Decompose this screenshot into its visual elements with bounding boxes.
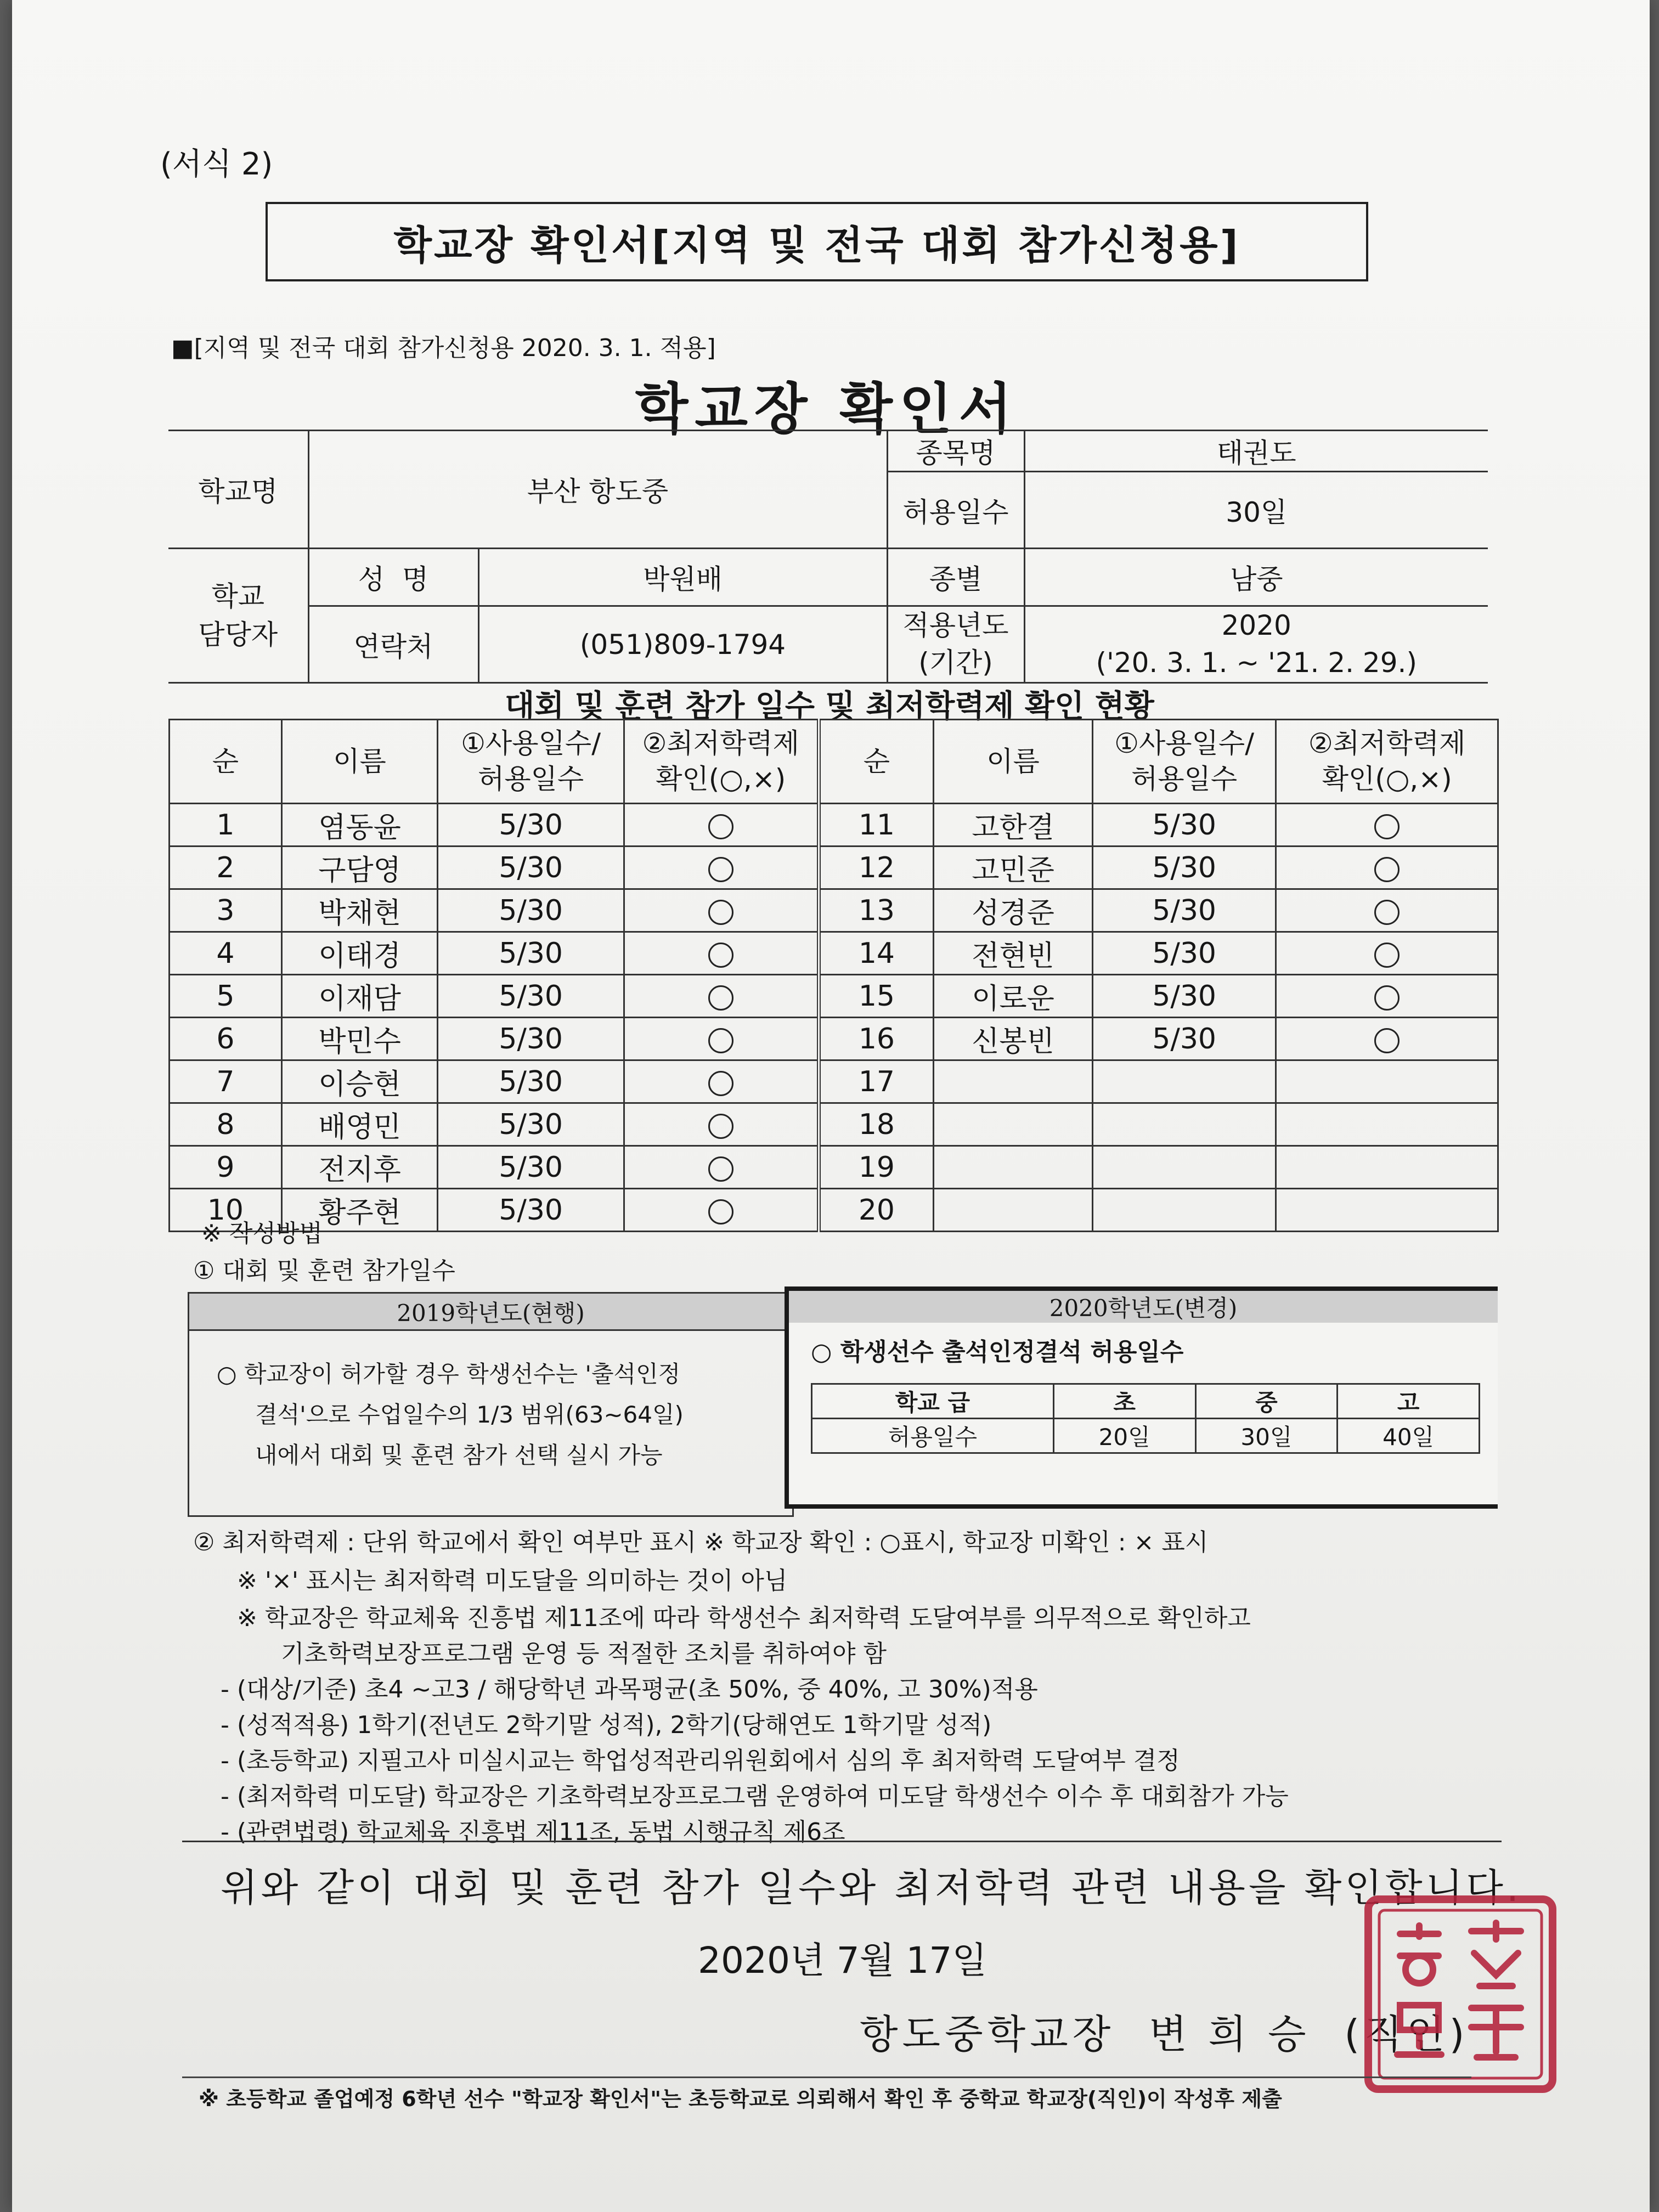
method-label: ※ 작성방법 [201, 1220, 323, 1248]
footer-note: ※ 초등학교 졸업예정 6학년 선수 "학교장 확인서"는 초등학교로 의뢰해서 확인 후 중학교 학교장(직인)이 작성후 제출 [199, 2087, 1282, 2111]
closing-statement: 위와 같이 대회 및 훈련 참가 일수와 최저학력 관련 내용을 확인합니다. [221, 1865, 1522, 1910]
allow-elementary: 20일 [1053, 1419, 1195, 1453]
student-no: 14 [819, 932, 934, 975]
name-label: 성 명 [308, 549, 478, 606]
circle-mark-icon [708, 857, 733, 882]
circle-mark-icon [1374, 900, 1400, 925]
student-name: 염동윤 [281, 804, 438, 847]
allow-middle: 30일 [1195, 1419, 1338, 1453]
year-cell [1024, 606, 1488, 683]
student-min-check [1276, 1060, 1498, 1103]
main-title: 학교장 확인서[지역 및 전국 대회 참가신청용] [266, 202, 1368, 281]
circle-mark-icon [708, 1114, 733, 1139]
table-row [170, 932, 1498, 975]
circle-mark-icon [1374, 943, 1400, 968]
student-no: 2 [170, 847, 282, 889]
student-days: 5/30 [438, 975, 624, 1018]
header-no: 순 [170, 720, 282, 804]
header-used-days: ①사용일수/ 허용일수 [438, 720, 624, 804]
box-2019 [188, 1292, 794, 1517]
student-days: 5/30 [438, 804, 624, 847]
student-min-check [1276, 889, 1498, 932]
allowed-days-table [811, 1383, 1480, 1454]
circle-mark-icon [708, 985, 733, 1011]
note-line: - (초등학교) 지필고사 미실시교는 학업성적관리위원회에서 심의 후 최저학력 도달여부 결정 [221, 1747, 1180, 1775]
circle-mark-icon [708, 1156, 733, 1182]
student-min-check [1276, 1146, 1498, 1189]
contact-value: (051)809-1794 [478, 606, 887, 683]
student-no: 20 [819, 1189, 934, 1232]
status-header-row [170, 720, 1498, 804]
student-name [934, 1189, 1093, 1232]
student-name: 성경준 [934, 889, 1093, 932]
year-label: 적용년도 (기간) [887, 606, 1024, 683]
student-name [934, 1103, 1093, 1146]
student-name: 이태경 [281, 932, 438, 975]
student-name: 전지후 [281, 1146, 438, 1189]
circle-mark-icon [708, 814, 733, 839]
header-name: 이름 [281, 720, 438, 804]
student-no: 7 [170, 1060, 282, 1103]
table-row [170, 1103, 1498, 1146]
circle-mark-icon [1374, 814, 1400, 839]
circle-mark-icon [708, 1071, 733, 1096]
header-min-academic: ②최저학력제 확인(○,×) [624, 720, 819, 804]
info-table [168, 430, 1488, 684]
allow-header-elementary: 초 [1053, 1384, 1195, 1419]
circle-mark-icon [708, 1199, 733, 1224]
student-name: 고민준 [934, 847, 1093, 889]
note-line: - (성적적용) 1학기(전년도 2학기말 성적), 2학기(당해연도 1학기말 성적) [221, 1711, 992, 1739]
student-no: 16 [819, 1018, 934, 1060]
school-label: 학교명 [168, 431, 308, 549]
student-days: 5/30 [438, 1103, 624, 1146]
allowed-days-label: 허용일수 [887, 472, 1024, 549]
closing-divider [182, 1841, 1502, 1842]
student-no: 10 [170, 1189, 282, 1232]
sub-note: ■[지역 및 전국 대회 참가신청용 2020. 3. 1. 적용] [171, 334, 716, 362]
table-row [170, 889, 1498, 932]
status-table [168, 719, 1499, 1232]
allow-header-high: 고 [1338, 1384, 1480, 1419]
year-value: 2020 [1221, 610, 1291, 641]
section1-label: ① 대회 및 훈련 참가일수 [193, 1257, 455, 1285]
student-name: 신봉빈 [934, 1018, 1093, 1060]
student-no: 19 [819, 1146, 934, 1189]
student-no: 18 [819, 1103, 934, 1146]
header-used-days: ①사용일수/ 허용일수 [1092, 720, 1276, 804]
allow-row-label: 허용일수 [812, 1419, 1054, 1453]
box-2020-title: ○ 학생선수 출석인정결석 허용일수 [811, 1338, 1184, 1366]
box-2019-header: 2019학년도(현행) [189, 1294, 792, 1331]
student-name: 이승현 [281, 1060, 438, 1103]
student-min-check [624, 1018, 819, 1060]
allow-header-level: 학교 급 [812, 1384, 1054, 1419]
student-no: 6 [170, 1018, 282, 1060]
student-name: 배영민 [281, 1103, 438, 1146]
manager-label: 학교 담당자 [168, 549, 308, 683]
student-min-check [1276, 804, 1498, 847]
contact-label: 연락처 [308, 606, 478, 683]
note-line: ※ 학교장은 학교체육 진흥법 제11조에 따라 학생선수 최저학력 도달여부를 의무적으로 확인하고 [237, 1604, 1251, 1632]
student-name: 이재담 [281, 975, 438, 1018]
circle-mark-icon [708, 943, 733, 968]
form-label: (서식 2) [160, 146, 273, 182]
student-name [934, 1060, 1093, 1103]
student-min-check [624, 889, 819, 932]
student-no: 5 [170, 975, 282, 1018]
student-no: 11 [819, 804, 934, 847]
document-paper [12, 0, 1650, 2212]
table-row [170, 804, 1498, 847]
principal-seal [1362, 1893, 1559, 2096]
issue-date: 2020년 7월 17일 [698, 1939, 988, 1982]
table-row [170, 847, 1498, 889]
student-days: 5/30 [438, 1018, 624, 1060]
footer-divider [182, 2076, 1471, 2078]
box-2019-body [217, 1354, 776, 1476]
table-row [170, 975, 1498, 1018]
student-min-check [624, 1146, 819, 1189]
student-min-check [624, 932, 819, 975]
allow-header-middle: 중 [1195, 1384, 1338, 1419]
header-no: 순 [819, 720, 934, 804]
student-days [1092, 1189, 1276, 1232]
allowed-days-value: 30일 [1024, 472, 1488, 549]
period-value: ('20. 3. 1. ~ '21. 2. 29.) [1096, 646, 1417, 679]
student-min-check [624, 847, 819, 889]
student-no: 4 [170, 932, 282, 975]
circle-mark-icon [708, 900, 733, 925]
student-min-check [1276, 975, 1498, 1018]
circle-mark-icon [1374, 985, 1400, 1011]
student-min-check [624, 1189, 819, 1232]
student-no: 15 [819, 975, 934, 1018]
student-days: 5/30 [438, 1146, 624, 1189]
student-days: 5/30 [1092, 847, 1276, 889]
box-2020 [785, 1286, 1498, 1509]
circle-mark-icon [708, 1028, 733, 1053]
student-name: 황주현 [281, 1189, 438, 1232]
sport-label: 종목명 [887, 431, 1024, 472]
student-min-check [1276, 847, 1498, 889]
note-line: - (관련법령) 학교체육 진흥법 제11조, 동법 시행규칙 제6조 [221, 1818, 845, 1846]
box-2019-line: ○ 학교장이 허가할 경우 학생선수는 '출석인정 [217, 1361, 681, 1387]
student-days: 5/30 [438, 932, 624, 975]
header-min-academic: ②최저학력제 확인(○,×) [1276, 720, 1498, 804]
student-no: 9 [170, 1146, 282, 1189]
student-days [1092, 1146, 1276, 1189]
student-min-check [624, 1103, 819, 1146]
table-row [170, 1189, 1498, 1232]
note-line: ※ '×' 표시는 최저학력 미도달을 의미하는 것이 아님 [237, 1567, 788, 1595]
student-days: 5/30 [1092, 932, 1276, 975]
box-2019-line: 내에서 대회 및 훈련 참가 선택 실시 가능 [255, 1442, 663, 1469]
student-days [1092, 1103, 1276, 1146]
header-name: 이름 [934, 720, 1093, 804]
student-name: 전현빈 [934, 932, 1093, 975]
student-min-check [1276, 1103, 1498, 1146]
sport-value: 태권도 [1024, 431, 1488, 472]
student-days: 5/30 [438, 847, 624, 889]
circle-mark-icon [1374, 857, 1400, 882]
student-days: 5/30 [1092, 889, 1276, 932]
student-no: 3 [170, 889, 282, 932]
allowed-days-row [812, 1419, 1480, 1453]
student-name: 이로운 [934, 975, 1093, 1018]
student-min-check [624, 975, 819, 1018]
table-row [170, 1060, 1498, 1103]
student-name: 고한결 [934, 804, 1093, 847]
table-row [170, 1018, 1498, 1060]
note-min-academic: ② 최저학력제 : 단위 학교에서 확인 여부만 표시 ※ 학교장 확인 : ○표시, 학교장 미확인 : × 표시 [193, 1528, 1209, 1556]
student-name: 박민수 [281, 1018, 438, 1060]
student-min-check [1276, 932, 1498, 975]
student-min-check [624, 1060, 819, 1103]
student-name: 구담영 [281, 847, 438, 889]
student-days: 5/30 [1092, 975, 1276, 1018]
student-days: 5/30 [438, 1189, 624, 1232]
note-line: - (최저학력 미도달) 학교장은 기초학력보장프로그램 운영하여 미도달 학생선수 이수 후 대회참가 가능 [221, 1782, 1289, 1810]
gender-value: 남중 [1024, 549, 1488, 606]
student-min-check [624, 804, 819, 847]
student-no: 8 [170, 1103, 282, 1146]
student-no: 1 [170, 804, 282, 847]
student-no: 17 [819, 1060, 934, 1103]
student-days: 5/30 [438, 889, 624, 932]
status-title: 대회 및 훈련 참가 일수 및 최저학력제 확인 현황 [505, 689, 1154, 724]
student-name [934, 1146, 1093, 1189]
name-value: 박원배 [478, 549, 887, 606]
allow-high: 40일 [1338, 1419, 1480, 1453]
student-name: 박채현 [281, 889, 438, 932]
confirm-title: 학교장 확인서 [635, 377, 1019, 441]
student-days: 5/30 [438, 1060, 624, 1103]
note-line: - (대상/기준) 초4 ~고3 / 해당학년 과목평균(초 50%, 중 40%, 고 30%)적용 [221, 1675, 1038, 1703]
student-no: 13 [819, 889, 934, 932]
school-value: 부산 항도중 [308, 431, 887, 549]
box-2020-header: 2020학년도(변경) [789, 1291, 1498, 1323]
note-line: 기초학력보장프로그램 운영 등 적절한 조치를 취하여야 함 [281, 1640, 887, 1668]
gender-label: 종별 [887, 549, 1024, 606]
box-2019-line: 결석'으로 수업일수의 1/3 범위(63~64일) [255, 1401, 684, 1428]
allowed-days-header-row [812, 1384, 1480, 1419]
signer: 항도중학교장 변 희 승 (직인) [860, 2011, 1469, 2057]
student-min-check [1276, 1189, 1498, 1232]
student-no: 12 [819, 847, 934, 889]
student-days: 5/30 [1092, 1018, 1276, 1060]
student-min-check [1276, 1018, 1498, 1060]
table-row [170, 1146, 1498, 1189]
student-days [1092, 1060, 1276, 1103]
student-days: 5/30 [1092, 804, 1276, 847]
circle-mark-icon [1374, 1028, 1400, 1053]
